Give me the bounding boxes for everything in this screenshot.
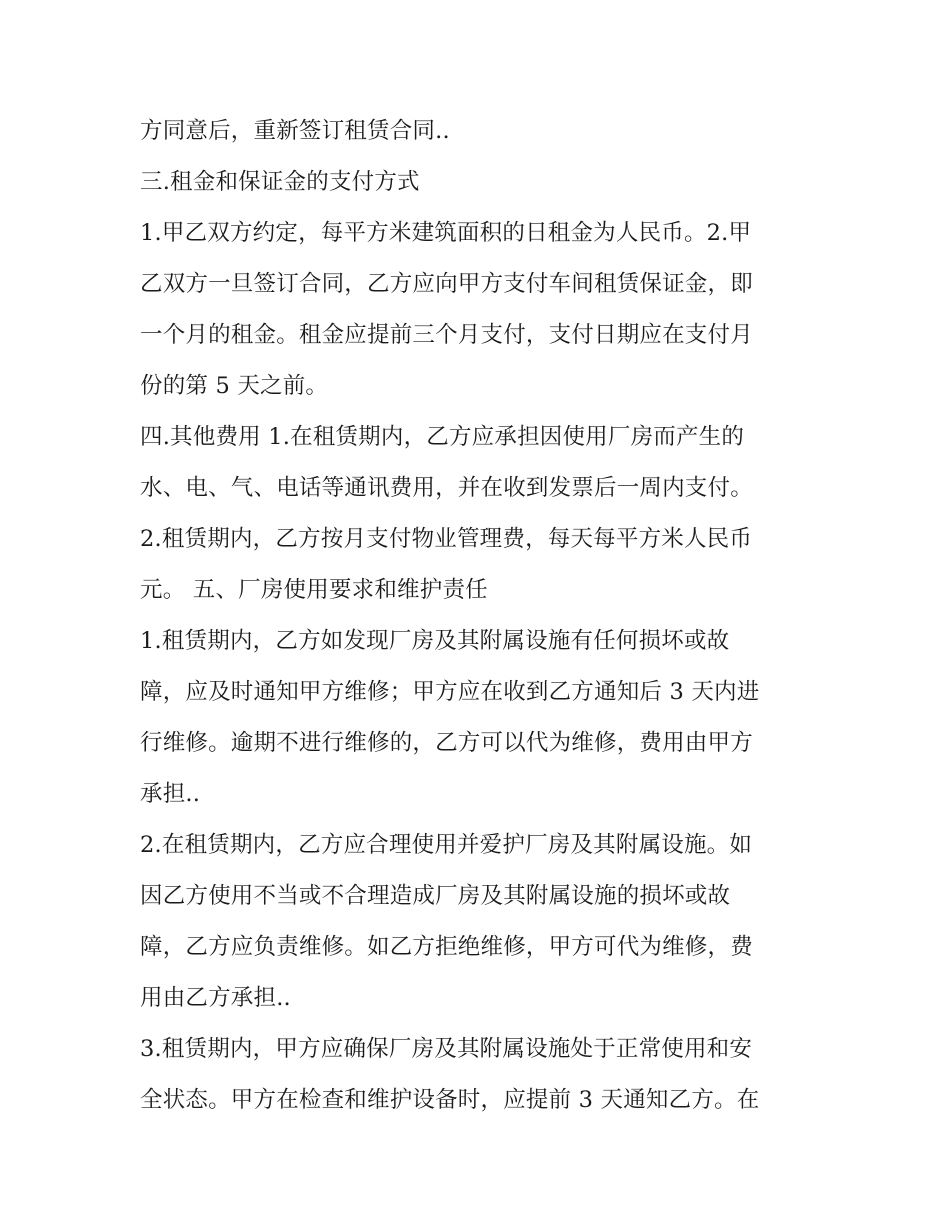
section-heading-payment: 三.租金和保证金的支付方式 bbox=[140, 169, 420, 195]
text-line: 1.租赁期内，乙方如发现厂房及其附属设施有任何损坏或故 bbox=[140, 628, 730, 654]
text-line: 用由乙方承担.. bbox=[140, 985, 291, 1011]
text-line: 障，乙方应负责维修。如乙方拒绝维修，甲方可代为维修，费 bbox=[140, 934, 753, 960]
section-heading-other-fees: 四.其他费用 1.在租赁期内，乙方应承担因使用厂房而产生的 bbox=[140, 424, 745, 450]
text-line: 2.在租赁期内，乙方应合理使用并爱护厂房及其附属设施。如 bbox=[140, 832, 753, 858]
text-line: 障，应及时通知甲方维修；甲方应在收到乙方通知后 3 天内进 bbox=[140, 679, 760, 705]
text-line: 因乙方使用不当或不合理造成厂房及其附属设施的损坏或故 bbox=[140, 883, 731, 909]
text-line: 承担.. bbox=[140, 781, 201, 807]
text-line: 乙双方一旦签订合同，乙方应向甲方支付车间租赁保证金，即 bbox=[140, 271, 753, 297]
text-line: 水、电、气、电话等通讯费用，并在收到发票后一周内支付。 bbox=[140, 475, 753, 501]
contract-text bbox=[140, 106, 820, 1126]
text-line: 3.租赁期内，甲方应确保厂房及其附属设施处于正常使用和安 bbox=[140, 1036, 753, 1062]
text-line: 方同意后，重新签订租赁合同.. bbox=[140, 118, 450, 144]
text-line: 份的第 5 天之前。 bbox=[140, 373, 329, 399]
text-line: 全状态。甲方在检查和维护设备时，应提前 3 天通知乙方。在 bbox=[140, 1087, 760, 1113]
text-line: 元。 五、厂房使用要求和维护责任 bbox=[140, 577, 488, 603]
text-line: 行维修。逾期不进行维修的，乙方可以代为维修，费用由甲方 bbox=[140, 730, 753, 756]
text-line: 一个月的租金。租金应提前三个月支付，支付日期应在支付月 bbox=[140, 322, 753, 348]
text-line: 2.租赁期内，乙方按月支付物业管理费，每天每平方米人民币 bbox=[140, 526, 753, 552]
text-line: 1.甲乙双方约定，每平方米建筑面积的日租金为人民币。2.甲 bbox=[140, 220, 752, 246]
